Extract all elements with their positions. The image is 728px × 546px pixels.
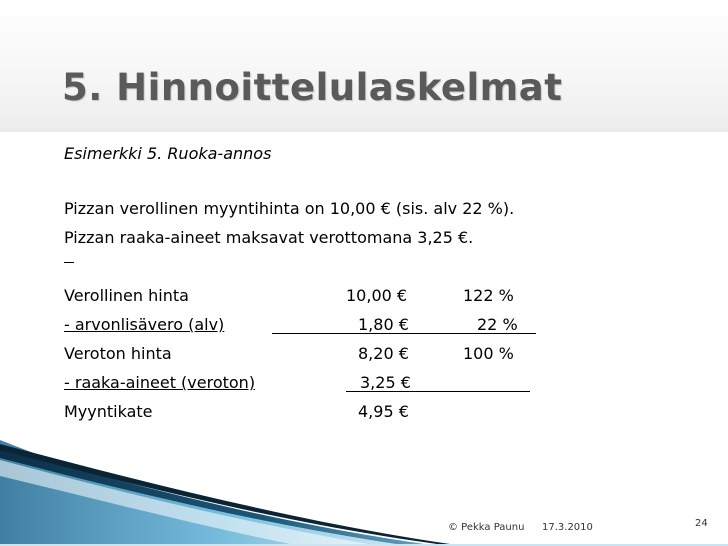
row-label-untaxed-price: Veroton hinta [64, 344, 172, 363]
row-label-margin: Myyntikate [64, 402, 153, 421]
decorative-swoosh [0, 440, 728, 546]
row-amount-untaxed-price: 8,20 € [358, 344, 409, 363]
empty-bullet-dash [64, 262, 74, 263]
row-amount-ingredients: 3,25 € [360, 373, 411, 392]
row-amount-margin: 4,95 € [358, 402, 409, 421]
row-percent-untaxed-price: 100 % [463, 344, 514, 363]
row-label-taxed-price: Verollinen hinta [64, 286, 189, 305]
row-percent-vat: 22 % [477, 315, 518, 334]
paragraph-selling-price: Pizzan verollinen myyntihinta on 10,00 € (sis. alv 22 %). [64, 199, 515, 218]
paragraph-ingredient-cost: Pizzan raaka-aineet maksavat verottomana 3,25 €. [64, 228, 474, 247]
example-subtitle: Esimerkki 5. Ruoka-annos [64, 144, 272, 163]
row-label-ingredients: - raaka-aineet (veroton) [64, 373, 256, 392]
row-amount-taxed-price: 10,00 € [346, 286, 408, 305]
row-label-vat: - arvonlisävero (alv) [64, 315, 225, 334]
footer-date: 17.3.2010 [542, 522, 593, 533]
page-number: 24 [695, 518, 708, 529]
row-amount-vat: 1,80 € [358, 315, 409, 334]
footer-author: © Pekka Paunu [448, 522, 525, 533]
slide-title: 5. Hinnoittelulaskelmat [62, 66, 563, 109]
row-percent-taxed-price: 122 % [463, 286, 514, 305]
